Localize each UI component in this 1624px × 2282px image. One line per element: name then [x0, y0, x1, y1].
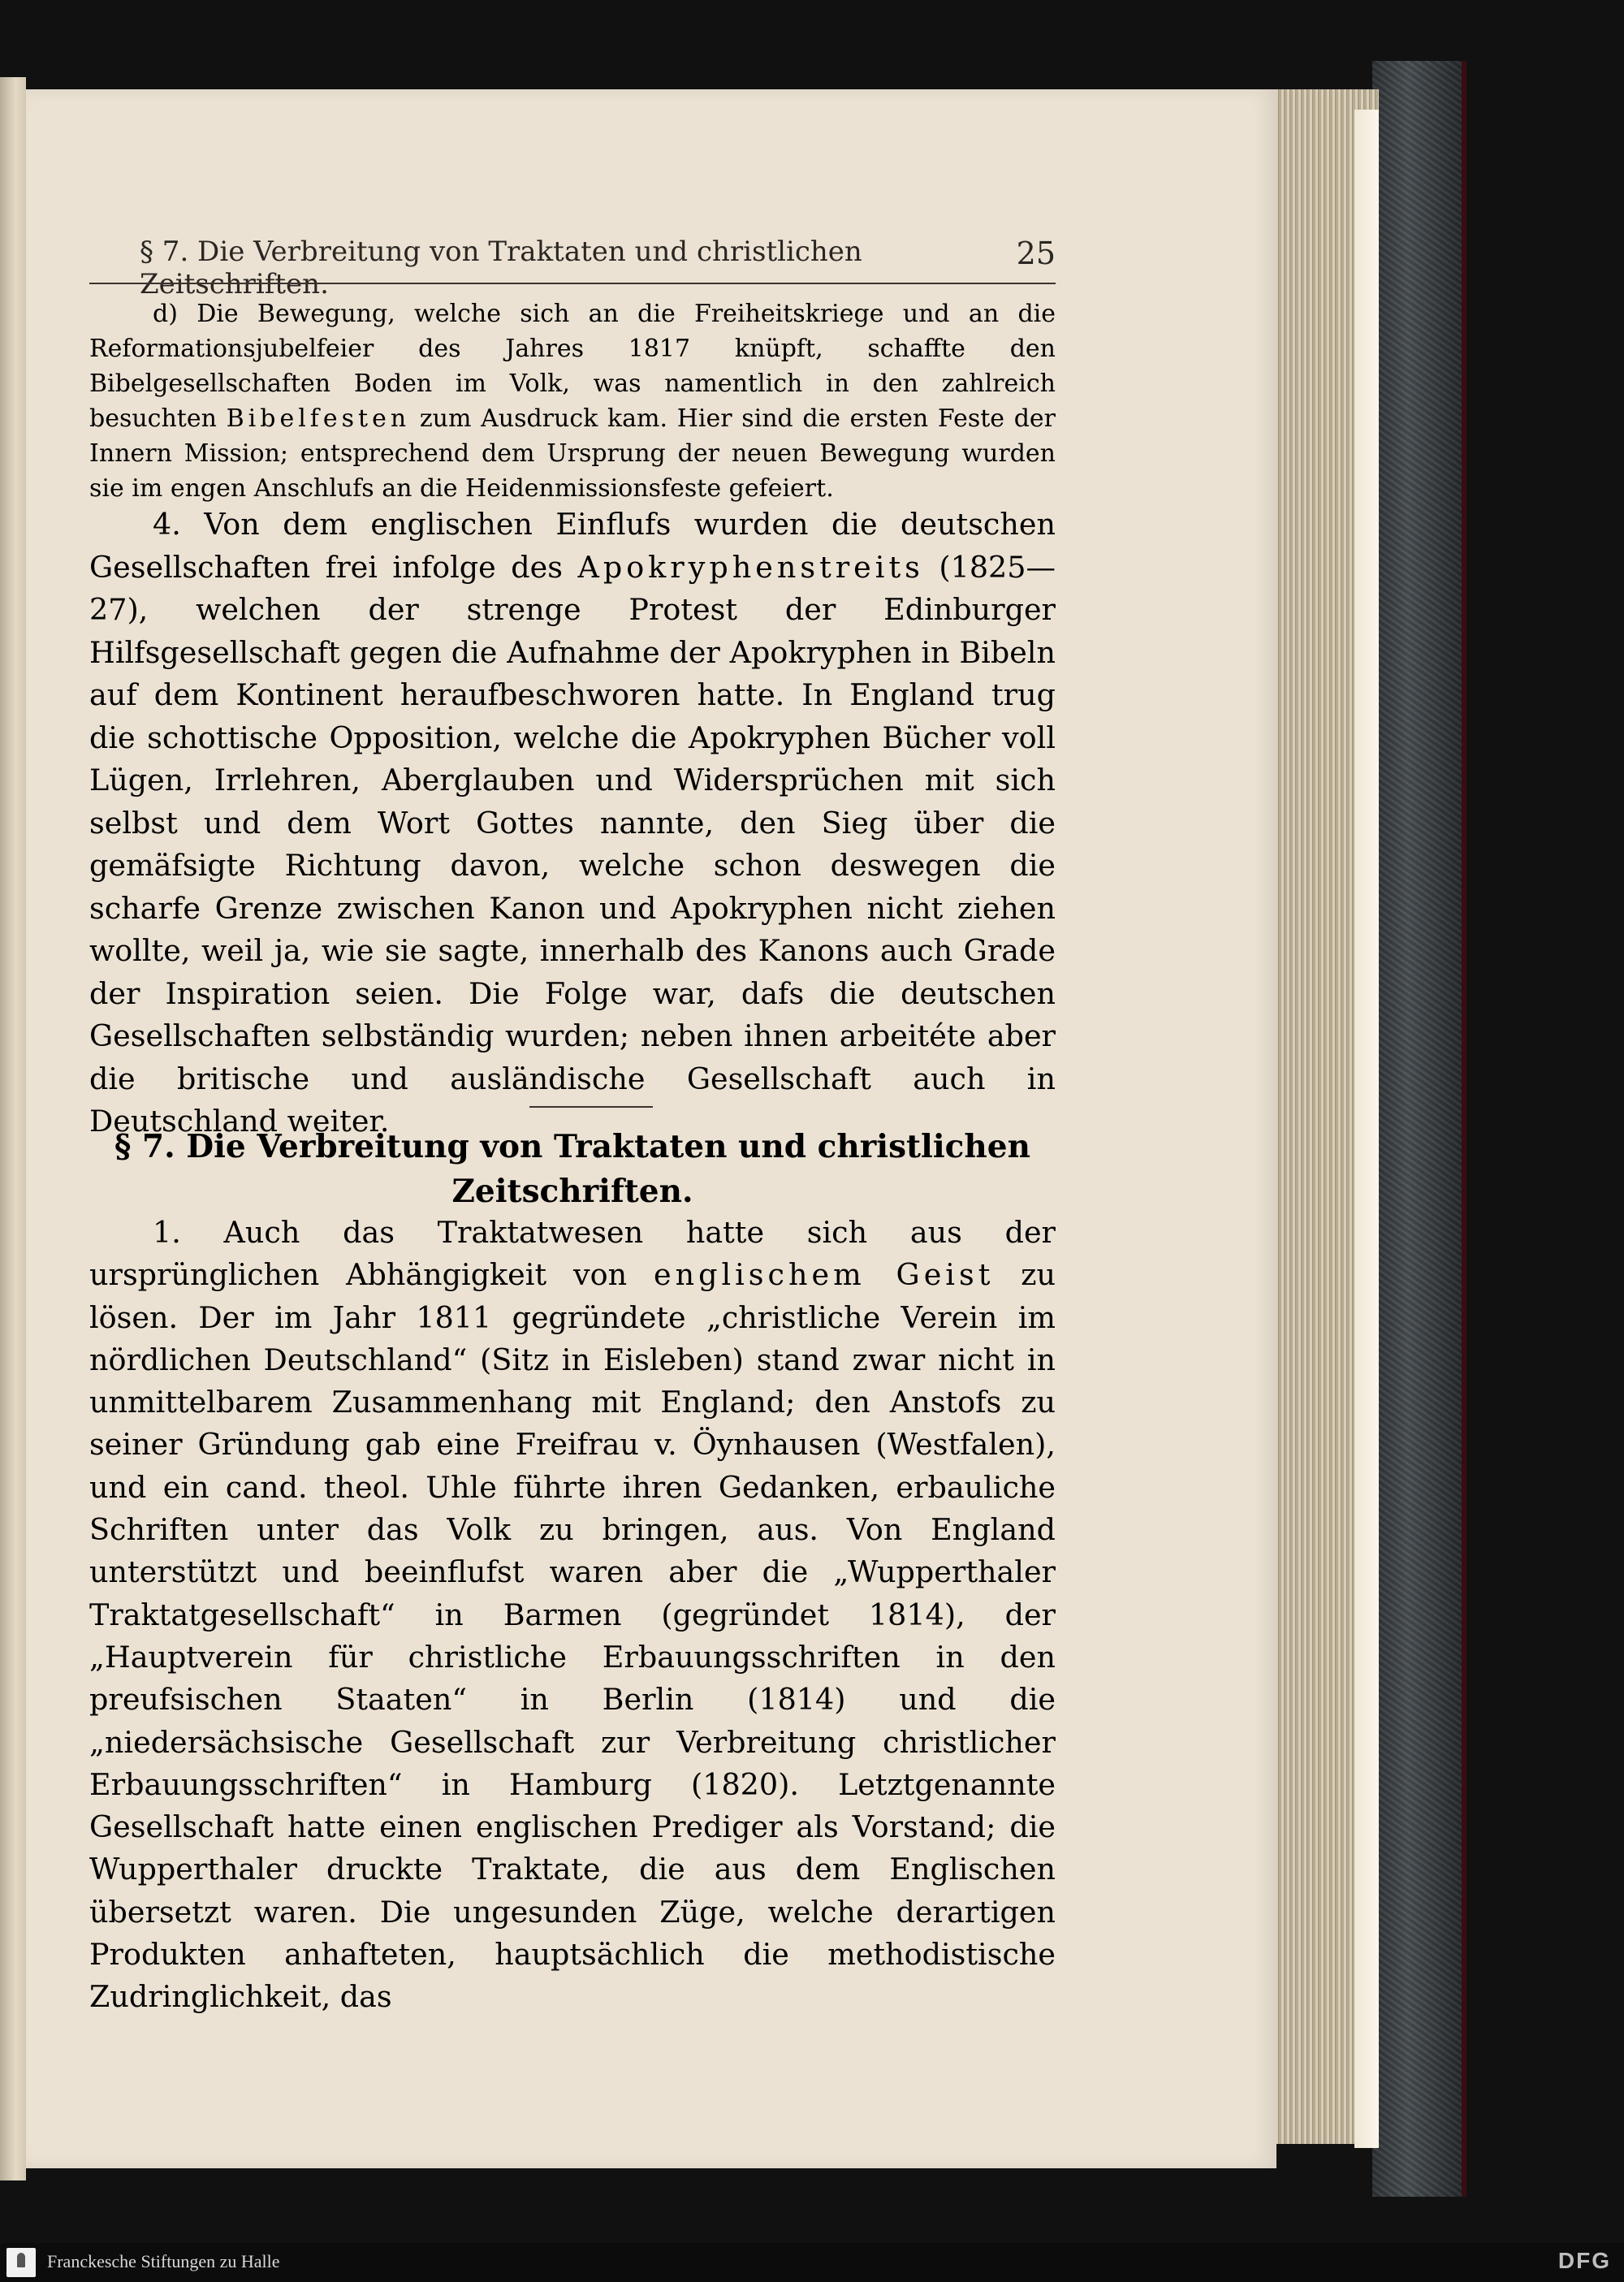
paragraph-4 — [89, 504, 1056, 1143]
paragraph-4-part2: (1825—27), welchen der strenge Protest der Edinburger Hilfsgesellschaft gegen die Aufnahme der Apokryphen in Bibeln auf dem Kontinent heraufbeschworen hatte. In England trug die schottische Opposition, welche die Apokryphen Bücher voll Lügen, Irrlehren, Aberglauben und Widersprüchen mit sich selbst und dem Wort Gottes nannte, den Sieg über die gemäfsigte Richtung davon, welche schon deswegen die scharfe Grenze zwischen Kanon und Apokryphen nicht ziehen wollte, weil ja, wie sie sagte, innerhalb des Kanons auch Grade der Inspiration seien. Die Folge war, dafs die deutschen Gesellschaften selbständig wurden; neben ihnen arbeitéte aber die britische und ausländische Gesellschaft auch in Deutschland weiter. — [89, 549, 1056, 1139]
note-paragraph-text — [89, 296, 1056, 506]
book-cover-right — [1372, 61, 1466, 2197]
franckesche-logo-icon — [6, 2248, 36, 2277]
viewer-footer — [0, 2243, 1624, 2282]
paragraph-1-part1: 1. Auch das Traktatwesen hatte sich aus der ursprünglichen Abhängigkeit von — [89, 1215, 1056, 1293]
running-header-title: § 7. Die Verbreitung von Traktaten und christlichen Zeitschriften. — [140, 236, 862, 300]
dfg-logo: DFG — [1557, 2248, 1611, 2273]
book-left-edge — [0, 77, 26, 2180]
note-text-part2: zum Ausdruck kam. Hier sind die ersten Feste der Innern Mission; entsprechend dem Ursprung der neuen Bewegung wurden sie im engen Anschlufs an die Heidenmissionsfeste gefeiert. — [89, 404, 1056, 503]
section-heading — [89, 1125, 1056, 1214]
paragraph-4-text — [89, 504, 1056, 1143]
section-heading-line1: § 7. Die Verbreitung von Traktaten und christlichen — [114, 1128, 1030, 1165]
running-header — [89, 236, 1056, 300]
note-text-spaced: Bibelfesten — [226, 404, 411, 433]
note-text-part1: d) Die Bewegung, welche sich an die Freiheitskriege und an die Reformationsjubelfeier des Jahres 1817 knüpft, schaffte den Bibelgesellschaften Boden im Volk, was namentlich in den zahlreich besuchten — [89, 300, 1056, 433]
section-heading-line2: Zeitschriften. — [451, 1173, 693, 1210]
footer-institution: Franckesche Stiftungen zu Halle — [47, 2251, 280, 2271]
header-rule — [89, 283, 1056, 284]
paragraph-4-spaced: Apokryphenstreits — [577, 549, 924, 585]
page-number: 25 — [1016, 236, 1056, 271]
paragraph-1-spaced: englischem Geist — [653, 1257, 995, 1293]
paragraph-1 — [89, 1212, 1056, 2019]
page-stack-inner — [1354, 110, 1379, 2148]
paragraph-4-part1: 4. Von dem englischen Einflufs wurden die deutschen Gesellschaften frei infolge des — [89, 507, 1056, 585]
paragraph-1-part2: zu lösen. Der im Jahr 1811 gegründete „christliche Verein im nördlichen Deutschland“ (Sitz in Eisleben) stand zwar nicht in unmittelbarem Zusammenhang mit England; den Anstofs zu seiner Gründung gab eine Freifrau v. Öynhausen (Westfalen), und ein cand. theol. Uhle führte ihren Gedanken, erbauliche Schriften unter das Volk zu bringen, aus. Von England unterstützt und beeinflufst waren aber die „Wupperthaler Traktatgesellschaft“ in Barmen (gegründet 1814), der „Hauptverein für christliche Erbauungsschriften in den preufsischen Staaten“ in Berlin (1814) und die „niedersächsische Gesellschaft zur Verbreitung christlicher Erbauungsschriften“ in Hamburg (1820). Letztgenannte Gesellschaft hatte einen englischen Prediger als Vorstand; die Wupperthaler druckte Traktate, die aus dem Englischen übersetzt waren. Die ungesunden Züge, welche derartigen Produkten anhafteten, hauptsächlich die methodistische Zudringlichkeit, das — [89, 1257, 1056, 2015]
note-paragraph — [89, 296, 1056, 506]
section-divider — [529, 1106, 653, 1108]
paragraph-1-text — [89, 1212, 1056, 2019]
